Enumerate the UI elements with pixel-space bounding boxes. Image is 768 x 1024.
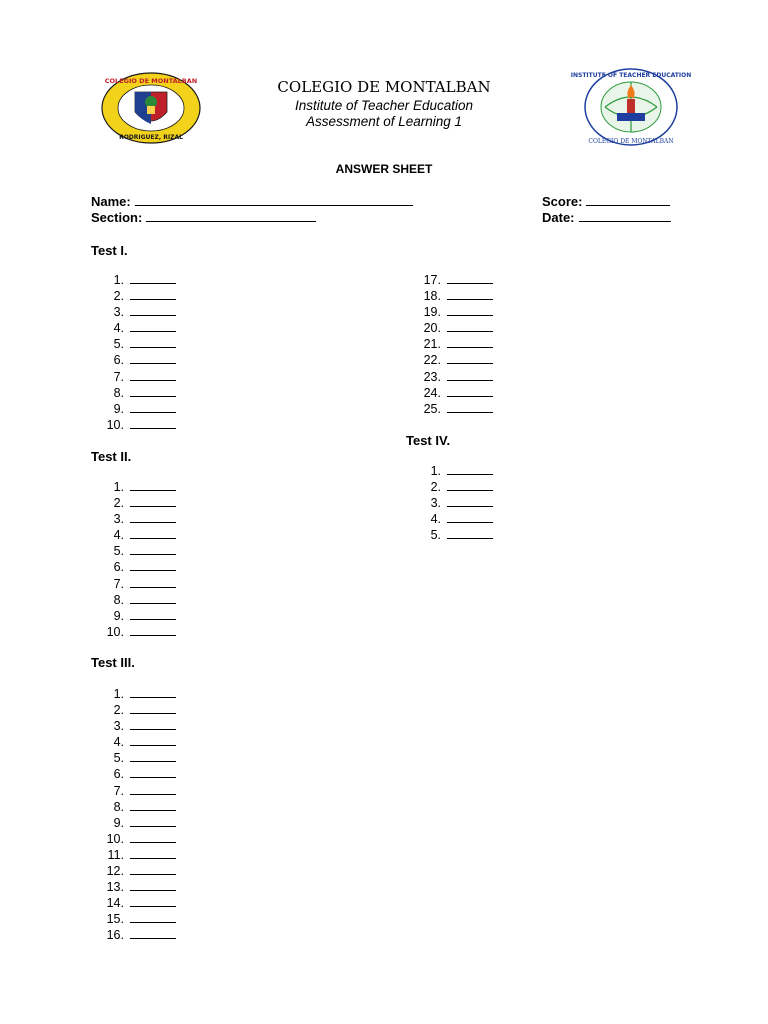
answer-item bbox=[96, 625, 176, 641]
item-number: 4. bbox=[430, 512, 441, 527]
test-i-list bbox=[96, 273, 176, 434]
item-number: 7. bbox=[113, 369, 124, 384]
answer-item bbox=[413, 321, 493, 337]
answer-item bbox=[96, 560, 176, 576]
answer-blank[interactable] bbox=[130, 512, 176, 523]
answer-item bbox=[96, 496, 176, 512]
answer-blank[interactable] bbox=[130, 337, 176, 348]
answer-blank[interactable] bbox=[130, 273, 176, 284]
item-number: 15. bbox=[106, 912, 124, 927]
answer-blank[interactable] bbox=[130, 751, 176, 762]
svg-text:INSTITUTE OF TEACHER EDUCATION: INSTITUTE OF TEACHER EDUCATION bbox=[570, 72, 692, 79]
answer-item bbox=[96, 687, 176, 703]
answer-blank[interactable] bbox=[130, 370, 176, 381]
item-number: 4. bbox=[113, 321, 124, 336]
item-number: 11. bbox=[107, 847, 124, 862]
answer-item bbox=[96, 735, 176, 751]
answer-blank[interactable] bbox=[130, 402, 176, 413]
answer-blank[interactable] bbox=[130, 735, 176, 746]
answer-blank[interactable] bbox=[130, 832, 176, 843]
answer-item bbox=[96, 880, 176, 896]
answer-blank[interactable] bbox=[130, 321, 176, 332]
answer-blank[interactable] bbox=[130, 593, 176, 604]
answer-blank[interactable] bbox=[447, 480, 493, 491]
item-number: 5. bbox=[430, 528, 441, 543]
date-label: Date: bbox=[542, 210, 575, 225]
item-number: 9. bbox=[113, 608, 124, 623]
item-number: 8. bbox=[113, 592, 124, 607]
item-number: 23. bbox=[423, 369, 441, 384]
item-number: 5. bbox=[113, 337, 124, 352]
section-blank[interactable] bbox=[146, 210, 316, 222]
answer-blank[interactable] bbox=[130, 418, 176, 429]
answer-item bbox=[96, 719, 176, 735]
date-blank[interactable] bbox=[579, 210, 671, 222]
answer-item bbox=[96, 609, 176, 625]
answer-item bbox=[413, 512, 493, 528]
test-ii-list bbox=[96, 480, 176, 641]
answer-item bbox=[96, 767, 176, 783]
answer-blank[interactable] bbox=[130, 719, 176, 730]
answer-blank[interactable] bbox=[130, 880, 176, 891]
answer-item bbox=[96, 848, 176, 864]
test-ii-heading: Test II. bbox=[91, 449, 132, 464]
item-number: 4. bbox=[113, 735, 124, 750]
item-number: 20. bbox=[423, 321, 441, 336]
answer-item bbox=[413, 337, 493, 353]
school-name: COLEGIO DE MONTALBAN bbox=[277, 78, 491, 96]
answer-item bbox=[413, 273, 493, 289]
answer-blank[interactable] bbox=[447, 496, 493, 507]
answer-item bbox=[96, 289, 176, 305]
answer-item bbox=[413, 496, 493, 512]
answer-blank[interactable] bbox=[130, 767, 176, 778]
institute-name: Institute of Teacher Education bbox=[294, 98, 474, 113]
answer-blank[interactable] bbox=[130, 386, 176, 397]
item-number: 8. bbox=[113, 799, 124, 814]
answer-blank[interactable] bbox=[130, 528, 176, 539]
date-field bbox=[542, 210, 671, 225]
answer-blank[interactable] bbox=[130, 784, 176, 795]
answer-item bbox=[413, 402, 493, 418]
answer-blank[interactable] bbox=[130, 609, 176, 620]
answer-blank[interactable] bbox=[130, 800, 176, 811]
item-number: 22. bbox=[423, 353, 441, 368]
name-label: Name: bbox=[91, 194, 131, 209]
item-number: 4. bbox=[113, 528, 124, 543]
item-number: 6. bbox=[113, 767, 124, 782]
answer-blank[interactable] bbox=[447, 305, 493, 316]
answer-blank[interactable] bbox=[130, 816, 176, 827]
answer-blank[interactable] bbox=[130, 912, 176, 923]
answer-blank[interactable] bbox=[447, 386, 493, 397]
answer-item bbox=[413, 289, 493, 305]
answer-item bbox=[96, 353, 176, 369]
answer-item bbox=[96, 512, 176, 528]
answer-blank[interactable] bbox=[130, 703, 176, 714]
answer-blank[interactable] bbox=[130, 896, 176, 907]
answer-item bbox=[96, 337, 176, 353]
answer-blank[interactable] bbox=[447, 464, 493, 475]
answer-blank[interactable] bbox=[130, 544, 176, 555]
test-iii-heading: Test III. bbox=[91, 655, 135, 670]
name-blank[interactable] bbox=[135, 194, 413, 206]
answer-item bbox=[96, 480, 176, 496]
item-number: 2. bbox=[113, 703, 124, 718]
answer-item bbox=[96, 928, 176, 944]
answer-blank[interactable] bbox=[130, 577, 176, 588]
svg-text:RODRIGUEZ, RIZAL: RODRIGUEZ, RIZAL bbox=[119, 134, 183, 141]
item-number: 3. bbox=[113, 512, 124, 527]
answer-blank[interactable] bbox=[130, 289, 176, 300]
score-blank[interactable] bbox=[586, 194, 670, 206]
item-number: 2. bbox=[113, 289, 124, 304]
item-number: 17. bbox=[423, 273, 441, 287]
answer-item bbox=[413, 370, 493, 386]
answer-item bbox=[96, 593, 176, 609]
score-field bbox=[542, 194, 670, 209]
section-label: Section: bbox=[91, 210, 143, 225]
answer-item bbox=[96, 305, 176, 321]
item-number: 21. bbox=[423, 337, 441, 352]
item-number: 1. bbox=[113, 480, 124, 494]
test-iii-list bbox=[96, 687, 176, 945]
item-number: 14. bbox=[106, 896, 124, 911]
item-number: 24. bbox=[423, 385, 441, 400]
item-number: 16. bbox=[106, 928, 124, 943]
answer-item bbox=[413, 353, 493, 369]
answer-item bbox=[413, 305, 493, 321]
answer-blank[interactable] bbox=[130, 353, 176, 364]
item-number: 6. bbox=[113, 560, 124, 575]
item-number: 9. bbox=[113, 815, 124, 830]
answer-blank[interactable] bbox=[130, 305, 176, 316]
answer-item bbox=[96, 816, 176, 832]
item-number: 10. bbox=[106, 831, 124, 846]
answer-blank[interactable] bbox=[130, 496, 176, 507]
answer-item bbox=[96, 544, 176, 560]
answer-blank[interactable] bbox=[130, 480, 176, 491]
item-number: 3. bbox=[113, 305, 124, 320]
item-number: 5. bbox=[113, 751, 124, 766]
answer-item bbox=[96, 528, 176, 544]
answer-blank[interactable] bbox=[447, 353, 493, 364]
section-field bbox=[91, 210, 316, 225]
item-number: 10. bbox=[106, 624, 124, 639]
test-i-continued-list bbox=[413, 273, 493, 418]
item-number: 1. bbox=[113, 687, 124, 701]
answer-blank[interactable] bbox=[447, 273, 493, 284]
answer-item bbox=[96, 800, 176, 816]
svg-text:COLEGIO DE MONTALBAN: COLEGIO DE MONTALBAN bbox=[104, 77, 198, 85]
answer-item bbox=[96, 418, 176, 434]
item-number: 12. bbox=[106, 864, 124, 879]
test-i-heading: Test I. bbox=[91, 243, 128, 258]
answer-item bbox=[96, 370, 176, 386]
name-field bbox=[91, 194, 413, 209]
answer-item bbox=[96, 577, 176, 593]
svg-text:COLEGIO DE MONTALBAN: COLEGIO DE MONTALBAN bbox=[588, 138, 674, 145]
answer-item bbox=[96, 751, 176, 767]
item-number: 7. bbox=[113, 783, 124, 798]
answer-item bbox=[96, 321, 176, 337]
answer-item bbox=[96, 784, 176, 800]
answer-item bbox=[413, 386, 493, 402]
test-iv-list bbox=[413, 464, 493, 544]
answer-blank[interactable] bbox=[447, 321, 493, 332]
item-number: 19. bbox=[423, 305, 441, 320]
score-label: Score: bbox=[542, 194, 583, 209]
answer-item bbox=[413, 528, 493, 544]
answer-blank[interactable] bbox=[130, 928, 176, 939]
answer-item bbox=[96, 912, 176, 928]
item-number: 2. bbox=[113, 496, 124, 511]
answer-blank[interactable] bbox=[130, 848, 176, 859]
test-iv-heading: Test IV. bbox=[406, 433, 451, 448]
item-number: 3. bbox=[113, 719, 124, 734]
sheet-title: ANSWER SHEET bbox=[335, 162, 433, 176]
answer-item bbox=[96, 386, 176, 402]
answer-blank[interactable] bbox=[447, 528, 493, 539]
item-number: 25. bbox=[423, 401, 441, 416]
item-number: 13. bbox=[106, 880, 124, 895]
answer-blank[interactable] bbox=[447, 337, 493, 348]
item-number: 18. bbox=[423, 289, 441, 304]
answer-blank[interactable] bbox=[130, 687, 176, 698]
course-name: Assessment of Learning 1 bbox=[305, 114, 463, 129]
answer-blank[interactable] bbox=[447, 512, 493, 523]
item-number: 9. bbox=[113, 401, 124, 416]
item-number: 6. bbox=[113, 353, 124, 368]
answer-blank[interactable] bbox=[130, 560, 176, 571]
item-number: 1. bbox=[113, 273, 124, 287]
answer-item bbox=[96, 832, 176, 848]
item-number: 7. bbox=[113, 576, 124, 591]
item-number: 1. bbox=[430, 464, 441, 478]
item-number: 2. bbox=[430, 480, 441, 495]
item-number: 8. bbox=[113, 385, 124, 400]
answer-blank[interactable] bbox=[130, 625, 176, 636]
answer-blank[interactable] bbox=[447, 370, 493, 381]
item-number: 10. bbox=[106, 417, 124, 432]
answer-item bbox=[96, 273, 176, 289]
answer-item bbox=[96, 703, 176, 719]
item-number: 3. bbox=[430, 496, 441, 511]
answer-item bbox=[96, 864, 176, 880]
answer-item bbox=[413, 464, 493, 480]
item-number: 5. bbox=[113, 544, 124, 559]
answer-item bbox=[96, 896, 176, 912]
answer-item bbox=[413, 480, 493, 496]
answer-blank[interactable] bbox=[447, 289, 493, 300]
answer-blank[interactable] bbox=[447, 402, 493, 413]
answer-blank[interactable] bbox=[130, 864, 176, 875]
answer-item bbox=[96, 402, 176, 418]
